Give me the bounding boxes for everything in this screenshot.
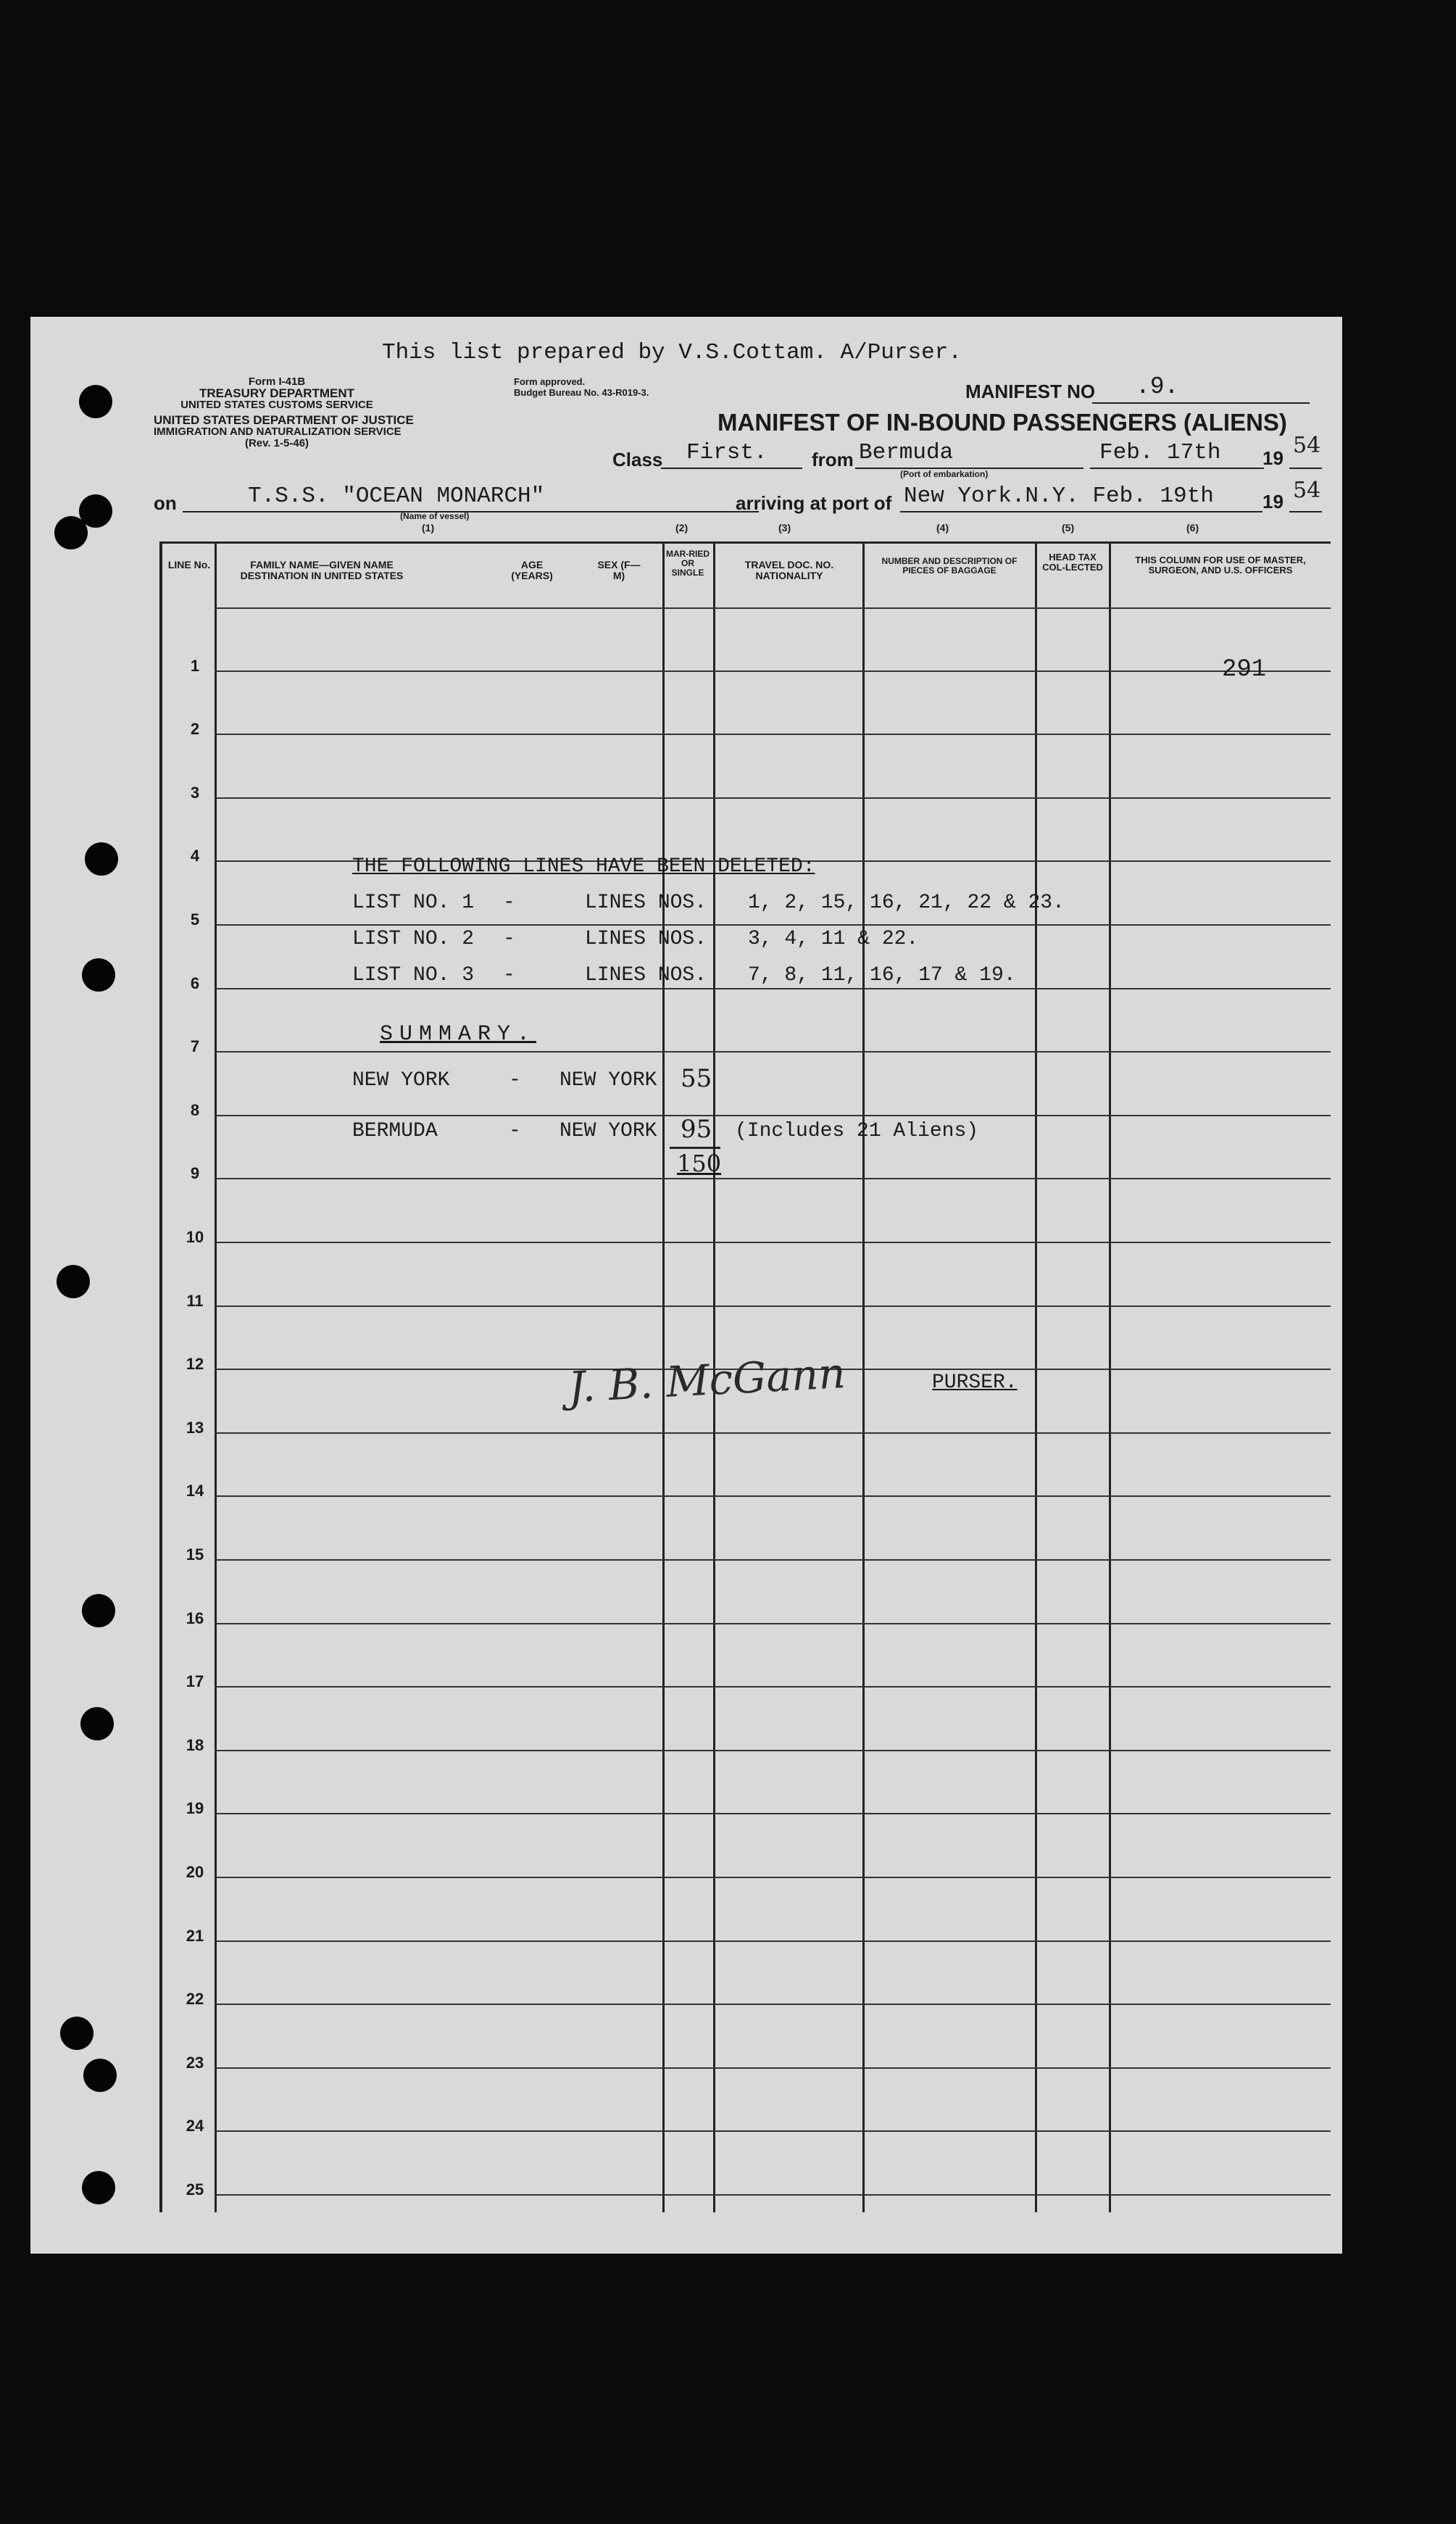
line-number: 2 <box>190 720 200 739</box>
line-number: 16 <box>186 1608 204 1627</box>
arriving-label: arriving at port of <box>736 492 892 514</box>
deleted-list-2-lines: 3, 4, 11 & 22. <box>748 928 919 950</box>
summary-row-2-dash: - <box>509 1120 521 1142</box>
department: TREASURY DEPARTMENT <box>199 386 355 400</box>
row-rule <box>215 2067 1331 2069</box>
line-number: 21 <box>186 1926 204 1945</box>
doj: UNITED STATES DEPARTMENT OF JUSTICE <box>154 413 414 427</box>
revision: (Rev. 1-5-46) <box>244 437 309 449</box>
manifest-no-value: .9. <box>1136 373 1179 400</box>
header-age: AGE (YEARS) <box>511 559 553 581</box>
approval-line-2: Budget Bureau No. 43-R019-3. <box>514 387 649 398</box>
deleted-list-1-lines: 1, 2, 15, 16, 21, 22 & 23. <box>748 892 1065 914</box>
row-rule <box>215 2194 1331 2196</box>
deleted-list-3-lines: 7, 8, 11, 16, 17 & 19. <box>748 964 1016 987</box>
deleted-list-3-name: LIST NO. 3 <box>352 964 475 987</box>
col-number: (3) <box>778 522 791 534</box>
header-sex: SEX (F—M) <box>597 559 641 581</box>
header-baggage: NUMBER AND DESCRIPTION OF PIECES OF BAGGAGE <box>881 556 1018 576</box>
ins: IMMIGRATION AND NATURALIZATION SERVICE <box>154 425 402 438</box>
manifest-no-label: MANIFEST NO <box>965 381 1096 402</box>
punch-hole <box>82 1594 115 1627</box>
arrival-year-prefix: 19 <box>1262 491 1284 512</box>
line-number: 14 <box>186 1482 204 1500</box>
row-rule <box>215 1495 1331 1497</box>
header-travel-doc: TRAVEL DOC. NO. NATIONALITY <box>744 559 834 581</box>
header-married: MAR-RIED OR SINGLE <box>666 549 710 578</box>
punch-hole <box>82 2171 115 2204</box>
row-rule <box>215 988 1331 989</box>
punch-hole <box>60 2017 93 2050</box>
punch-hole <box>80 1707 114 1740</box>
class-value: First. <box>686 440 767 465</box>
depart-date: Feb. 17th <box>1099 440 1221 465</box>
header-bottom-rule <box>215 607 1331 609</box>
purser-signature: J. B. McGann <box>567 1348 847 1412</box>
punch-hole <box>82 958 115 992</box>
line-number: 24 <box>186 2117 204 2135</box>
row-rule <box>215 1813 1331 1814</box>
header-family-name: FAMILY NAME—GIVEN NAME <box>250 559 394 570</box>
summary-row-1-count: 55 <box>681 1064 712 1093</box>
line-number: 22 <box>186 1990 204 2009</box>
header-line-no: LINE No. <box>167 559 211 570</box>
column-divider <box>1109 544 1111 2212</box>
header-destination: DESTINATION IN UNITED STATES <box>240 570 404 581</box>
deleted-list-3-lines-label: LINES NOS. <box>585 964 707 987</box>
deleted-list-2-dash: - <box>503 928 515 950</box>
deleted-list-1-name: LIST NO. 1 <box>352 892 475 914</box>
from-label: from <box>812 449 854 470</box>
line-number: 9 <box>190 1164 200 1183</box>
depart-year-prefix: 19 <box>1262 447 1284 469</box>
row-rule <box>215 1178 1331 1179</box>
row-rule <box>215 1051 1331 1053</box>
deleted-list-3-dash: - <box>503 964 515 987</box>
row-rule <box>215 1432 1331 1434</box>
passenger-table <box>159 541 1331 2212</box>
line-number: 18 <box>186 1735 204 1754</box>
header-officers: THIS COLUMN FOR USE OF MASTER, SURGEON, AND U.S. OFFICERS <box>1135 555 1306 576</box>
row-rule <box>215 797 1331 799</box>
col-number: (1) <box>422 522 435 534</box>
stamp-number: 291 <box>1222 656 1267 684</box>
arrival-year: 54 <box>1293 478 1321 503</box>
line-number: 20 <box>186 1863 204 1881</box>
header-head-tax: HEAD TAX COL-LECTED <box>1042 552 1103 573</box>
line-number: 23 <box>186 2053 204 2072</box>
punch-hole <box>54 516 88 549</box>
deleted-list-1-dash: - <box>503 892 515 914</box>
line-number: 13 <box>186 1418 204 1437</box>
summary-row-2-to: NEW YORK <box>559 1120 657 1142</box>
class-label: Class <box>612 449 663 470</box>
summary-total: 150 <box>677 1150 722 1177</box>
line-number: 12 <box>186 1355 204 1374</box>
deleted-list-2-lines-label: LINES NOS. <box>585 928 707 950</box>
deleted-heading: THE FOLLOWING LINES HAVE BEEN DELETED: <box>352 855 815 878</box>
row-rule <box>215 1305 1331 1307</box>
line-number: 8 <box>190 1100 200 1119</box>
line-number: 4 <box>190 847 200 865</box>
row-rule <box>215 1623 1331 1624</box>
row-rule <box>215 1877 1331 1878</box>
line-number: 10 <box>186 1228 204 1246</box>
deleted-list-2-name: LIST NO. 2 <box>352 928 475 950</box>
col-number: (4) <box>936 522 949 534</box>
column-divider <box>862 544 865 2212</box>
row-rule <box>215 924 1331 926</box>
line-number: 5 <box>190 910 200 929</box>
col-number: (2) <box>675 522 689 534</box>
manifest-no-field <box>1092 376 1310 404</box>
line-number: 17 <box>186 1672 204 1691</box>
summary-row-2-from: BERMUDA <box>352 1120 438 1142</box>
vessel-caption: (Name of vessel) <box>400 511 470 521</box>
arrival-port: New York.N.Y. Feb. 19th <box>904 483 1214 509</box>
summary-row-1-to: NEW YORK <box>559 1069 657 1092</box>
form-block <box>154 375 414 449</box>
row-rule <box>215 734 1331 735</box>
line-number: 15 <box>186 1545 204 1564</box>
punch-hole <box>57 1265 90 1298</box>
summary-heading: SUMMARY. <box>380 1022 537 1047</box>
row-rule <box>215 1686 1331 1687</box>
line-number: 1 <box>190 656 200 675</box>
col-number: (5) <box>1062 522 1075 534</box>
port-embarkation-caption: (Port of embarkation) <box>900 469 989 479</box>
row-rule <box>215 2004 1331 2005</box>
punch-hole <box>83 2059 117 2092</box>
form-number: Form I-41B <box>248 375 306 388</box>
summary-row-2-count: 95 <box>681 1115 712 1144</box>
punch-hole <box>85 842 118 876</box>
row-rule <box>215 1940 1331 1942</box>
row-rule <box>215 671 1331 672</box>
prepared-by: This list prepared by V.S.Cottam. A/Purser. <box>382 340 962 365</box>
line-number: 7 <box>190 1037 200 1056</box>
approval-note <box>514 376 649 398</box>
summary-total-rule <box>670 1147 720 1149</box>
line-number: 11 <box>186 1291 204 1310</box>
punch-hole <box>79 385 112 418</box>
row-rule <box>215 1559 1331 1561</box>
row-rule <box>215 1242 1331 1243</box>
line-number: 6 <box>190 974 200 992</box>
service: UNITED STATES CUSTOMS SERVICE <box>180 399 373 411</box>
column-divider <box>1035 544 1037 2212</box>
from-value: Bermuda <box>859 440 954 465</box>
line-number: 19 <box>186 1799 204 1818</box>
vessel-name: T.S.S. "OCEAN MONARCH" <box>248 483 545 509</box>
column-divider <box>215 544 217 2212</box>
signature-title: PURSER. <box>932 1371 1018 1394</box>
line-number: 3 <box>190 783 200 802</box>
approval-line-1: Form approved. <box>514 376 586 387</box>
row-rule <box>215 2130 1331 2132</box>
summary-row-1-dash: - <box>509 1069 521 1092</box>
row-rule <box>215 1115 1331 1116</box>
line-number: 25 <box>186 2180 204 2199</box>
col-number: (6) <box>1186 522 1199 534</box>
row-rule <box>215 1750 1331 1751</box>
depart-year: 54 <box>1293 433 1321 458</box>
on-label: on <box>154 492 177 514</box>
manifest-page <box>30 317 1342 2254</box>
deleted-list-1-lines-label: LINES NOS. <box>585 892 707 914</box>
summary-row-1-from: NEW YORK <box>352 1069 450 1092</box>
summary-row-2-note: (Includes 21 Aliens) <box>735 1120 979 1142</box>
manifest-title: MANIFEST OF IN-BOUND PASSENGERS (ALIENS) <box>717 409 1287 436</box>
